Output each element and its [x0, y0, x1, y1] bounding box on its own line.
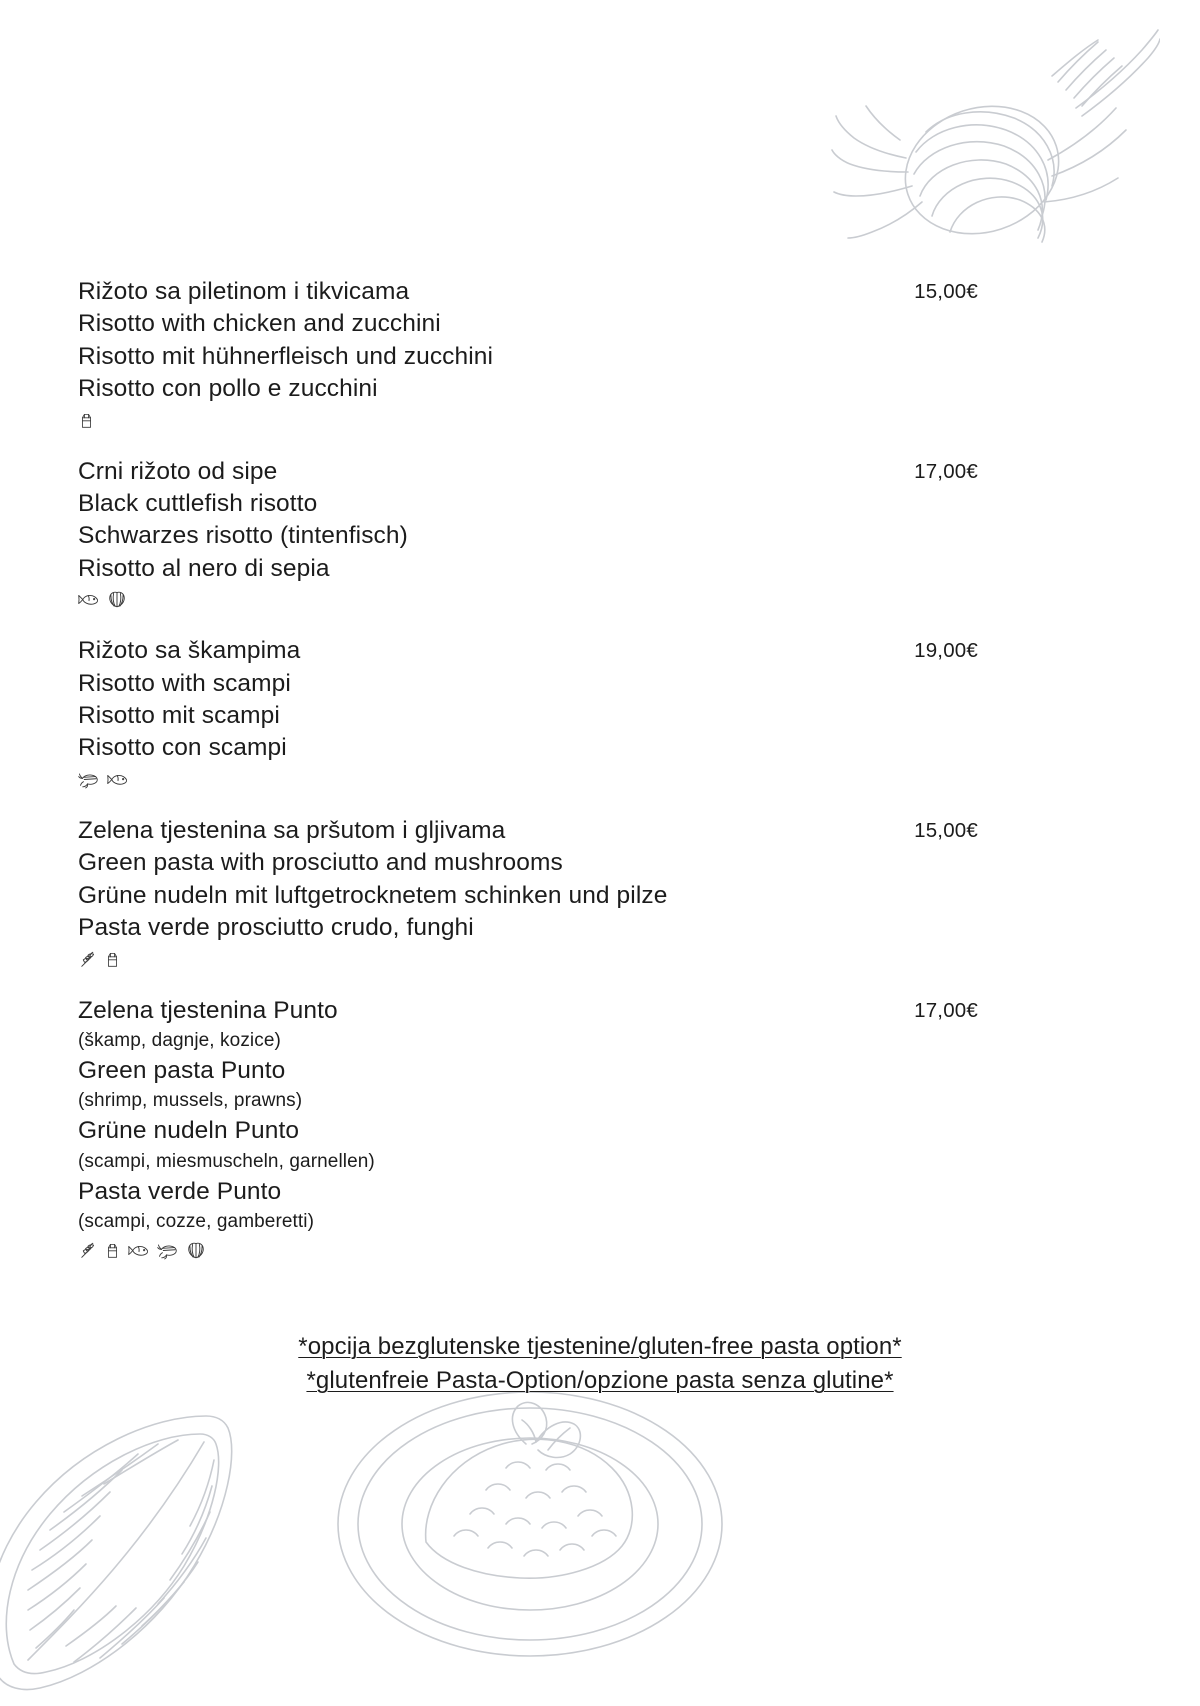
menu-item-name-line: Zelena tjestenina sa pršutom i gljivama: [78, 816, 506, 844]
fish-icon: [107, 770, 129, 789]
menu-item-ingredients-line: (scampi, cozze, gamberetti): [78, 1211, 315, 1233]
menu-item-price: 17,00€: [914, 459, 978, 483]
menu-item-name-line: Risotto mit hühnerfleisch und zucchini: [78, 342, 494, 370]
shell-mollusc-icon: [107, 590, 127, 609]
allergen-icon-row: [78, 587, 868, 609]
menu-items-list: [78, 276, 978, 1286]
menu-item: [78, 276, 978, 430]
menu-item-descriptions: [78, 815, 868, 969]
gluten-free-footnote: [0, 1330, 1200, 1398]
milk-carton-icon: [104, 950, 121, 969]
menu-item-name-line: Pasta verde prosciutto crudo, funghi: [78, 914, 474, 942]
menu-item-ingredients-line: (škamp, dagnje, kozice): [78, 1029, 281, 1051]
menu-item: [78, 456, 978, 610]
menu-item-name-line: Grüne nudeln Punto: [78, 1117, 300, 1145]
menu-item-name-line: Rižoto sa piletinom i tikvicama: [78, 278, 410, 305]
grilled-fish-illustration: [0, 1376, 300, 1706]
shrimp-crustacean-icon: [78, 770, 100, 789]
fish-icon: [128, 1241, 150, 1260]
menu-item: [78, 635, 978, 789]
milk-carton-icon: [78, 411, 95, 430]
wheat-gluten-icon: [78, 1241, 97, 1260]
menu-item-name-line: Zelena tjestenina Punto: [78, 996, 338, 1024]
menu-item-price: 17,00€: [914, 998, 978, 1022]
footnote-line-1: *opcija bezglutenske tjestenine/gluten-free pasta option*: [298, 1333, 902, 1360]
menu-item-name-line: Risotto with chicken and zucchini: [78, 310, 441, 338]
allergen-icon-row: [78, 767, 868, 789]
menu-item-name-line: Risotto con scampi: [78, 734, 287, 762]
menu-item-name-line: Crni rižoto od sipe: [78, 457, 278, 485]
menu-item-price: 19,00€: [914, 639, 978, 663]
allergen-icon-row: [78, 947, 868, 969]
footnote-line-2: *glutenfreie Pasta-Option/opzione pasta senza glutine*: [306, 1367, 894, 1394]
menu-item-name-line: Risotto al nero di sepia: [78, 554, 330, 582]
menu-item-name-line: Green pasta Punto: [78, 1056, 286, 1084]
menu-item-descriptions: [78, 635, 868, 789]
menu-item-name-line: Risotto with scampi: [78, 669, 291, 697]
risotto-plate-illustration: [330, 1366, 730, 1666]
menu-item-name-line: Grüne nudeln mit luftgetrocknetem schinken und pilze: [78, 881, 668, 909]
menu-item-name-line: Black cuttlefish risotto: [78, 490, 318, 518]
menu-item-name-line: Risotto con pollo e zucchini: [78, 375, 378, 403]
menu-item-ingredients-line: (scampi, miesmuscheln, garnellen): [78, 1150, 375, 1172]
menu-item-descriptions: [78, 276, 868, 430]
menu-item-descriptions: [78, 456, 868, 610]
shell-mollusc-icon: [186, 1241, 206, 1260]
menu-item: [78, 995, 978, 1261]
menu-item-name-line: Schwarzes risotto (tintenfisch): [78, 522, 408, 550]
wheat-gluten-icon: [78, 950, 97, 969]
menu-item-price: 15,00€: [914, 280, 978, 303]
menu-item-ingredients-line: (shrimp, mussels, prawns): [78, 1090, 303, 1112]
menu-item-name-line: Risotto mit scampi: [78, 702, 280, 730]
menu-item-price: 15,00€: [914, 818, 978, 842]
menu-item-name-line: Rižoto sa škampima: [78, 637, 301, 665]
allergen-icon-row: [78, 1238, 868, 1260]
menu-item-name-line: Pasta verde Punto: [78, 1177, 282, 1205]
milk-carton-icon: [104, 1241, 121, 1260]
allergen-icon-row: [78, 408, 868, 430]
menu-item-descriptions: [78, 995, 868, 1261]
menu-item: [78, 815, 978, 969]
menu-item-name-line: Green pasta with prosciutto and mushrooms: [78, 849, 563, 877]
spaghetti-on-fork-illustration: [830, 20, 1160, 310]
fish-icon: [78, 590, 100, 609]
shrimp-crustacean-icon: [157, 1241, 179, 1260]
